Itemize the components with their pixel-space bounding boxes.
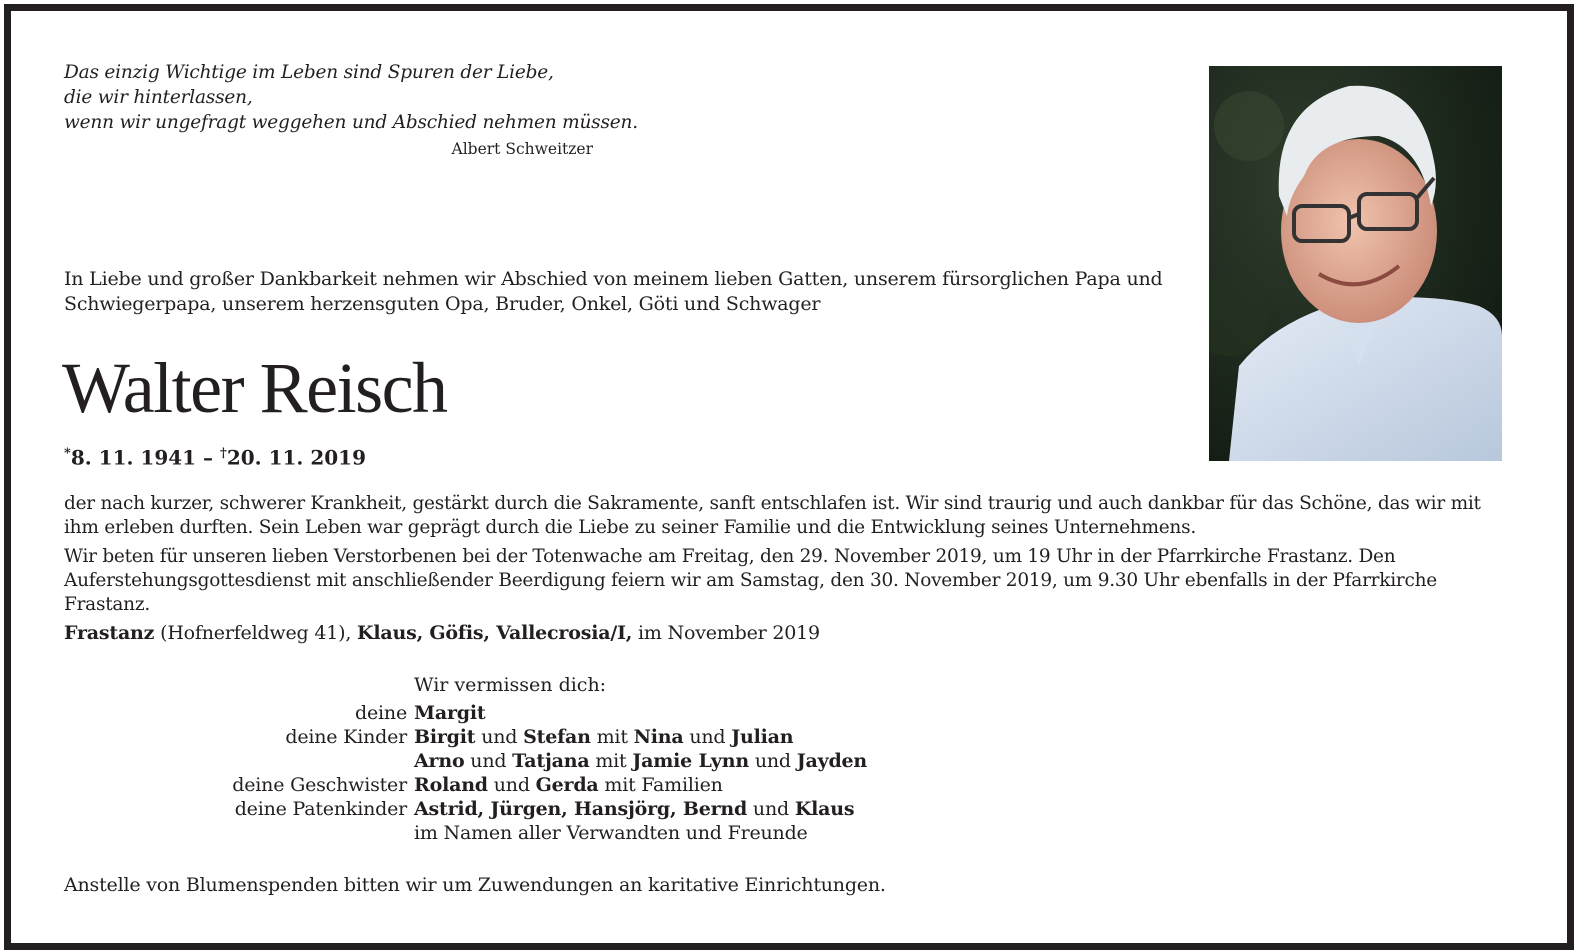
mourner-connector: mit — [589, 750, 633, 772]
place-others: Klaus, Göfis, Vallecrosia/I, — [357, 622, 633, 644]
portrait-image — [1209, 66, 1502, 461]
place-date: im November 2019 — [632, 622, 820, 644]
mourner-name: Tatjana — [512, 750, 590, 772]
mourner-connector: und — [487, 774, 536, 796]
life-dates — [64, 440, 366, 472]
mourner-row — [120, 749, 867, 773]
mourner-row — [120, 725, 867, 749]
death-date: 20. 11. 2019 — [226, 445, 367, 470]
mourner-names — [414, 725, 867, 749]
quote-author: Albert Schweitzer — [451, 140, 593, 158]
paragraph-services: Wir beten für unseren lieben Verstorbenen bei der Totenwache am Freitag, den 29. November 2019, um 19 Uhr in der Pfarrkirche Frastanz. Den Auferstehungsgottesdienst mit anschließender Beerdigung feiern wir am Samstag, den 30. November 2019, um 9.30 Uhr ebenfalls in der Pfarrkirche Frastanz. — [64, 546, 1437, 615]
quote-line: wenn wir ungefragt weggehen und Abschied nehmen müssen. — [64, 112, 638, 133]
closing-note: Anstelle von Blumenspenden bitten wir um Zuwendungen an karitative Einrichtungen. — [64, 874, 886, 896]
mourner-relation: deine Kinder — [285, 726, 407, 748]
place-address: (Hofnerfeldweg 41), — [154, 622, 358, 644]
quote — [64, 60, 638, 135]
mourner-name: Jayden — [796, 750, 868, 772]
mourner-connector: und — [475, 726, 524, 748]
mourner-row — [120, 773, 867, 797]
quote-line: die wir hinterlassen, — [64, 87, 253, 108]
mourner-connector: im Namen aller Verwandten und Freunde — [414, 822, 808, 844]
mourners-heading: Wir vermissen dich: — [414, 674, 607, 696]
mourner-name: Astrid, Jürgen, Hansjörg, Bernd — [414, 798, 748, 820]
mourner-name: Roland — [414, 774, 488, 796]
portrait-photo — [1209, 66, 1502, 461]
mourner-relation — [120, 821, 414, 845]
birth-symbol: * — [64, 446, 71, 461]
mourner-name: Stefan — [523, 726, 591, 748]
mourner-names — [414, 797, 867, 821]
mourner-connector: und — [683, 726, 732, 748]
quote-line: Das einzig Wichtige im Leben sind Spuren der Liebe, — [64, 62, 554, 83]
place-line — [64, 620, 820, 646]
mourner-names — [414, 701, 867, 725]
mourner-relation: deine — [355, 702, 407, 724]
paragraph-passing: der nach kurzer, schwerer Krankheit, gestärkt durch die Sakramente, sanft entschlafen ist. Wir sind traurig und auch dankbar für das Schöne, das wir mit ihm erleben durften. Sein Leben war geprägt durch die Liebe zu seiner Familie und die Entwicklung seines Unternehmens. — [64, 493, 1481, 538]
mourner-name: Jamie Lynn — [632, 750, 749, 772]
mourner-name: Nina — [633, 726, 684, 748]
place-name: Frastanz — [64, 622, 155, 644]
mourner-name: Arno — [414, 750, 465, 772]
mourner-names — [414, 821, 867, 845]
mourner-row — [120, 821, 867, 845]
mourner-relation: deine Patenkinder — [234, 798, 407, 820]
death-symbol: † — [220, 446, 227, 461]
mourner-names — [414, 749, 867, 773]
mourner-connector: und — [464, 750, 513, 772]
mourner-row — [120, 701, 867, 725]
mourner-connector: mit Familien — [598, 774, 723, 796]
date-separator: – — [196, 445, 221, 470]
mourner-relation: deine Geschwister — [232, 774, 407, 796]
mourner-name: Klaus — [794, 798, 855, 820]
mourner-row — [120, 797, 867, 821]
mourner-name: Gerda — [535, 774, 599, 796]
mourner-connector: mit — [590, 726, 634, 748]
mourner-name: Margit — [414, 702, 486, 724]
mourner-names — [414, 773, 867, 797]
mourners-list — [120, 701, 867, 845]
deceased-name: Walter Reisch — [62, 348, 447, 428]
birth-date: 8. 11. 1941 — [70, 445, 197, 470]
mourner-relation — [120, 749, 414, 773]
mourner-connector: und — [747, 798, 795, 820]
mourner-name: Julian — [731, 726, 794, 748]
mourner-name: Birgit — [414, 726, 476, 748]
intro-text: In Liebe und großer Dankbarkeit nehmen wir Abschied von meinem lieben Gatten, unserem fürsorglichen Papa und Schwiegerpapa, unserem herzensguten Opa, Bruder, Onkel, Göti und Schwager — [64, 268, 1163, 315]
mourner-connector: und — [749, 750, 797, 772]
